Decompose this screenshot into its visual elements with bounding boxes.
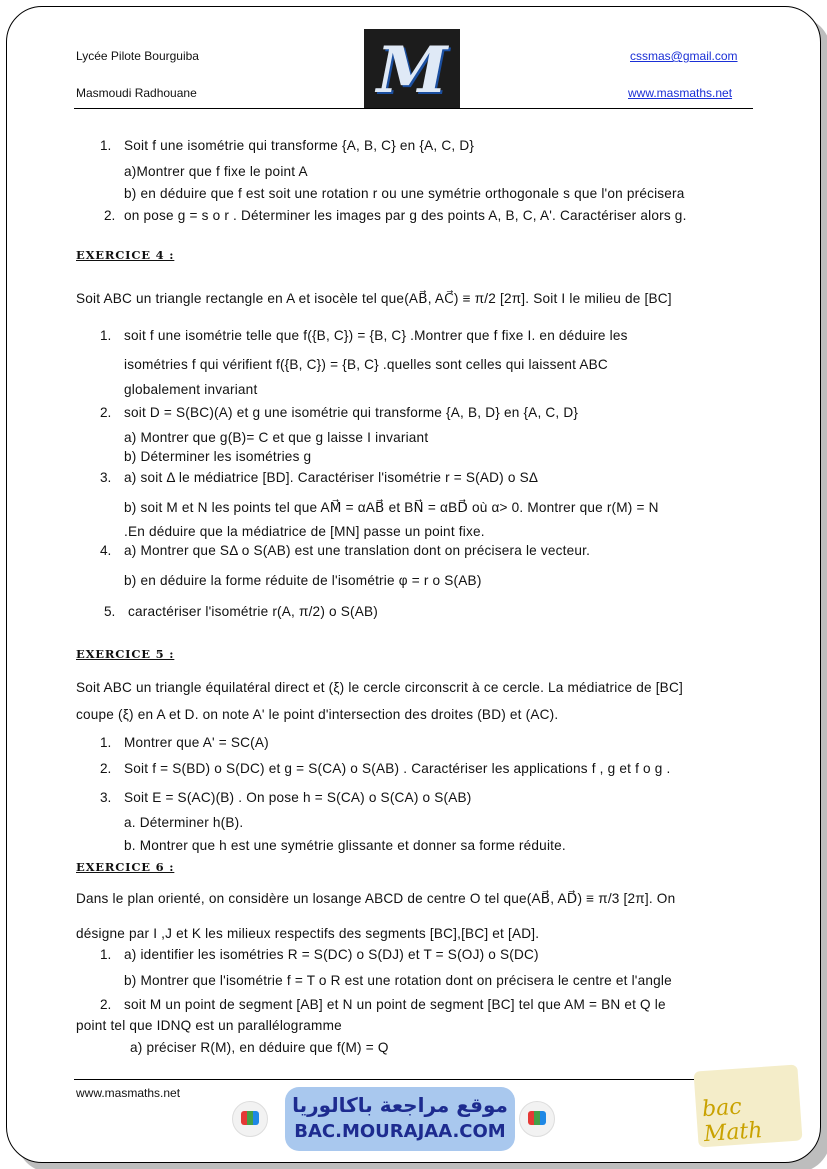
question-text: b) en déduire la forme réduite de l'isométrie φ = r o S(AB) bbox=[124, 573, 482, 588]
item-number: 1. bbox=[100, 947, 112, 962]
item-number: 2. bbox=[104, 208, 116, 223]
question-text: soit D = S(BC)(A) et g une isométrie qui transforme {A, B, D} en {A, C, D} bbox=[124, 405, 579, 420]
question-text: isométries f qui vérifient f({B, C}) = {B, C} .quelles sont celles qui laissent ABC bbox=[124, 357, 608, 372]
item-number: 1. bbox=[100, 735, 112, 750]
question-text: Soit E = S(AC)(B) . On pose h = S(CA) o S(CA) o S(AB) bbox=[124, 790, 472, 805]
exercise-statement: désigne par I ,J et K les milieux respectifs des segments [BC],[BC] et [AD]. bbox=[76, 926, 540, 941]
question-text: b) Montrer que l'isométrie f = T o R est une rotation dont on précisera le centre et l'angle bbox=[124, 973, 672, 988]
question-text: Soit f une isométrie qui transforme {A, B, C} en {A, C, D} bbox=[124, 138, 475, 153]
item-number: 3. bbox=[100, 790, 112, 805]
question-text: point tel que IDNQ est un parallélogramme bbox=[76, 1018, 342, 1033]
question-text: on pose g = s o r . Déterminer les images par g des points A, B, C, A'. Caractériser alors g. bbox=[124, 208, 687, 223]
item-number: 2. bbox=[100, 761, 112, 776]
exercise-statement: coupe (ξ) en A et D. on note A' le point d'intersection des droites (BD) et (AC). bbox=[76, 707, 559, 722]
book-icon bbox=[519, 1101, 555, 1137]
question-text: a)Montrer que f fixe le point A bbox=[124, 164, 308, 179]
question-text: a) préciser R(M), en déduire que f(M) = Q bbox=[130, 1040, 389, 1055]
website-link[interactable]: www.masmaths.net bbox=[628, 86, 733, 100]
question-text: soit M un point de segment [AB] et N un point de segment [BC] tel que AM = BN et Q le bbox=[124, 997, 666, 1012]
bac-math-label: bac Math bbox=[701, 1094, 764, 1148]
footer-website[interactable]: www.masmaths.net bbox=[76, 1086, 181, 1100]
exercise-title: EXERCICE 5 : bbox=[76, 647, 175, 661]
exercise-statement: Soit ABC un triangle équilatéral direct et (ξ) le cercle circonscrit à ce cercle. La médiatrice de [BC] bbox=[76, 680, 683, 695]
question-text: b) soit M et N les points tel que AM⃗ = αAB⃗ et BN⃗ = αBD⃗ où α> 0. Montrer que r(M) = N bbox=[124, 500, 659, 515]
question-text: a) Montrer que g(B)= C et que g laisse I invariant bbox=[124, 430, 429, 445]
logo-letter: M bbox=[376, 33, 448, 108]
question-text: a) Montrer que SΔ o S(AB) est une translation dont on précisera le vecteur. bbox=[124, 543, 591, 558]
item-number: 4. bbox=[100, 543, 112, 558]
exercise-statement: Dans le plan orienté, on considère un losange ABCD de centre O tel que(AB⃗, AD⃗) ≡ π/3 [2π]. On bbox=[76, 891, 676, 906]
email-link[interactable]: cssmas@gmail.com bbox=[630, 49, 738, 63]
header-divider bbox=[74, 108, 753, 109]
item-number: 3. bbox=[100, 470, 112, 485]
question-text: a) identifier les isométries R = S(DC) o S(DJ) et T = S(OJ) o S(DC) bbox=[124, 947, 539, 962]
question-text: b) en déduire que f est soit une rotation r ou une symétrie orthogonale s que l'on précisera bbox=[124, 186, 685, 201]
exercise-statement: Soit ABC un triangle rectangle en A et isocèle tel que(AB⃗, AC⃗) ≡ π/2 [2π]. Soit I le milieu de [BC] bbox=[76, 291, 672, 306]
item-number: 5. bbox=[104, 604, 116, 619]
question-text: a) soit Δ le médiatrice [BD]. Caractériser l'isométrie r = S(AD) o SΔ bbox=[124, 470, 539, 485]
school-name: Lycée Pilote Bourguiba bbox=[76, 49, 199, 63]
exercise-title: EXERCICE 6 : bbox=[76, 860, 175, 874]
question-text: b) Déterminer les isométries g bbox=[124, 449, 312, 464]
question-text: Montrer que A' = SC(A) bbox=[124, 735, 269, 750]
author-name: Masmoudi Radhouane bbox=[76, 86, 197, 100]
masmaths-logo bbox=[364, 29, 460, 108]
book-icon bbox=[232, 1101, 268, 1137]
bac-mourajaa-banner[interactable] bbox=[285, 1087, 515, 1151]
question-text: soit f une isométrie telle que f({B, C}) = {B, C} .Montrer que f fixe I. en déduire les bbox=[124, 328, 628, 343]
exercise-title: EXERCICE 4 : bbox=[76, 248, 175, 262]
footer-divider bbox=[74, 1079, 753, 1080]
item-number: 2. bbox=[100, 997, 112, 1012]
bac-math-badge bbox=[693, 1064, 802, 1147]
question-text: caractériser l'isométrie r(A, π/2) o S(AB) bbox=[128, 604, 379, 619]
question-text: b. Montrer que h est une symétrie glissante et donner sa forme réduite. bbox=[124, 838, 566, 853]
question-text: Soit f = S(BD) o S(DC) et g = S(CA) o S(AB) . Caractériser les applications f , g et f o g . bbox=[124, 761, 671, 776]
banner-arabic-text: موقع مراجعة باكالوريا bbox=[292, 1093, 508, 1117]
item-number: 1. bbox=[100, 328, 112, 343]
item-number: 1. bbox=[100, 138, 112, 153]
banner-url[interactable]: BAC.MOURAJAA.COM bbox=[294, 1121, 506, 1142]
question-text: .En déduire que la médiatrice de [MN] passe un point fixe. bbox=[124, 524, 485, 539]
question-text: a. Déterminer h(B). bbox=[124, 815, 244, 830]
question-text: globalement invariant bbox=[124, 382, 258, 397]
item-number: 2. bbox=[100, 405, 112, 420]
